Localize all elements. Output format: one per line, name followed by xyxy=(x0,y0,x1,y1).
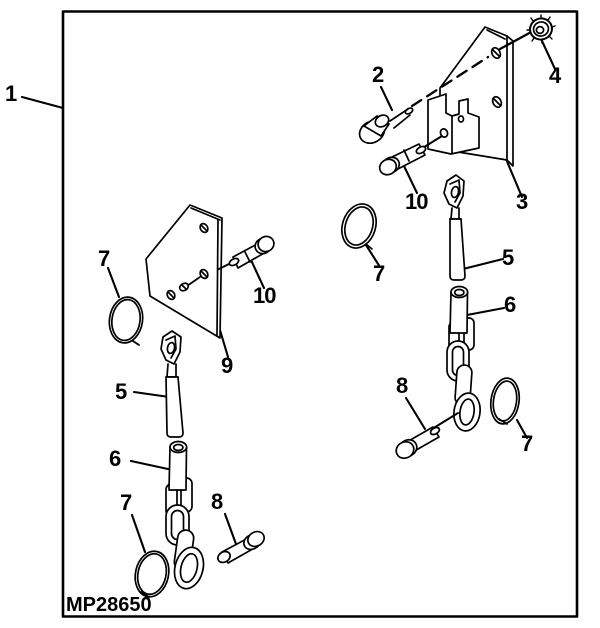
snap-ring-7-left-bottom xyxy=(131,548,173,600)
rod-5-right xyxy=(444,175,465,280)
pin-8-left xyxy=(216,529,267,565)
callout-6-left: 6 xyxy=(109,446,121,471)
callout-3: 3 xyxy=(516,189,528,214)
callout-7-left-bottom: 7 xyxy=(120,490,132,515)
rod-5-left xyxy=(161,331,183,437)
snap-ring-7-right-bottom xyxy=(488,376,522,425)
callout-10-left: 10 xyxy=(253,283,276,308)
callout-7-left-top: 7 xyxy=(98,246,110,271)
callout-5-left: 5 xyxy=(115,379,127,404)
snap-ring-7-left-top xyxy=(106,295,145,345)
image-code-label: MP28650 xyxy=(66,594,152,616)
callout-1: 1 xyxy=(5,81,17,106)
bracket-9 xyxy=(146,205,222,338)
snap-ring-7-right-top xyxy=(336,200,381,253)
callout-4: 4 xyxy=(549,63,561,88)
pin-8-right xyxy=(393,413,458,461)
callout-10-right: 10 xyxy=(405,189,428,214)
bolt-2 xyxy=(355,107,413,148)
callout-7-right-bottom: 7 xyxy=(521,431,533,456)
callout-6-right: 6 xyxy=(504,292,516,317)
callout-2: 2 xyxy=(372,62,384,87)
callout-9: 9 xyxy=(221,353,233,378)
tube-6-left xyxy=(169,442,187,491)
bracket-3 xyxy=(412,27,533,166)
callout-8-right: 8 xyxy=(396,373,408,398)
chain-left-lower xyxy=(166,505,208,592)
callout-8-left: 8 xyxy=(211,489,223,514)
pin-10-left xyxy=(219,234,277,269)
pin-10-right xyxy=(377,136,442,178)
nut-4 xyxy=(527,15,555,43)
chain-right-lower xyxy=(447,341,483,433)
tube-6-right xyxy=(450,287,468,334)
callout-5-right: 5 xyxy=(502,245,514,270)
callout-7-right-top: 7 xyxy=(373,261,385,286)
